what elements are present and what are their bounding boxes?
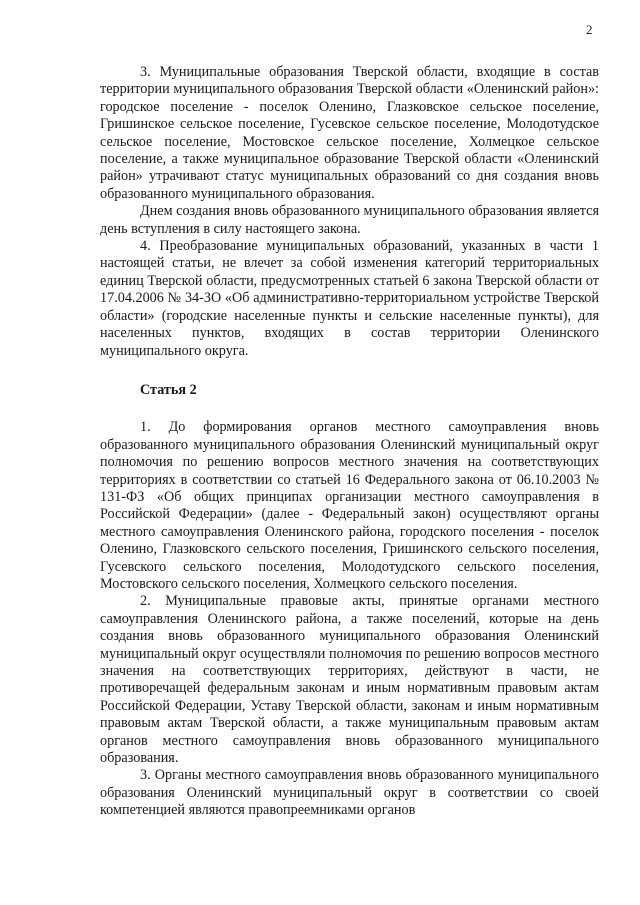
document-body [100,64,599,820]
paragraph-article2-part-1: 1. До формирования органов местного самоуправления вновь образованного муниципального образования Оленинский муниципальный округ полномочия по решению вопросов местного значения на соответствующих территориях в соответствии со статьей 16 Федерального закона от 06.10.2003 № 131-ФЗ «Об общих принципах организации местного самоуправления в Российской Федерации» (далее - Федеральный закон) осуществляют органы местного самоуправления Оленинского района, городского поселения - поселок Оленино, Глазковского сельского поселения, Гришинского сельского поселения, Гусевского сельского поселения, Молодотудского сельского поселения, Мостовского сельского поселения, Холмецкого сельского поселения. [100,419,599,592]
paragraph-article2-part-2: 2. Муниципальные правовые акты, принятые органами местного самоуправления Оленинского района, а также поселений, которые на день создания вновь образованного муниципального образования Оленинский муниципальный округ осуществляли полномочия по решению вопросов местного значения на соответствующих территориях, действуют в части, не противоречащей федеральным законам и иным нормативным правовым актам Российской Федерации, Уставу Тверской области, законам и иным нормативным правовым актам Тверской области, а также муниципальным правовым актам органов местного самоуправления вновь образованного муниципального образования. [100,593,599,767]
paragraph-article2-part-3: 3. Органы местного самоуправления вновь образованного муниципального образования Оленинский муниципальный округ в соответствии со своей компетенцией являются правопреемниками органов [100,767,599,819]
paragraph-part-3: 3. Муниципальные образования Тверской области, входящие в состав территории муниципального образования Тверской области «Оленинский район»: городское поселение - поселок Оленино, Глазковское сельское поселение, Гришинское сельское поселение, Гусевское сельское поселение, Молодотудское сельское поселение, Мостовское сельское поселение, Холмецкое сельское поселение, а также муниципальное образование Тверской области «Оленинский район» утрачивают статус муниципальных образований со дня создания вновь образованного муниципального образования. [100,64,599,202]
article-heading: Статья 2 [140,381,197,398]
paragraph-creation-day: Днем создания вновь образованного муниципального образования является день вступления в силу настоящего закона. [100,203,599,237]
page-number: 2 [586,22,593,37]
paragraph-part-4: 4. Преобразование муниципальных образований, указанных в части 1 настоящей статьи, не влечет за собой изменения категорий территориальных единиц Тверской области, предусмотренных статьей 6 закона Тверской области от 17.04.2006 № 34-ЗО «Об административно-территориальном устройстве Тверской области» (городские населенные пункты и сельские населенные пункты), для населенных пунктов, входящих в состав территории Оленинского муниципального округа. [100,238,599,359]
